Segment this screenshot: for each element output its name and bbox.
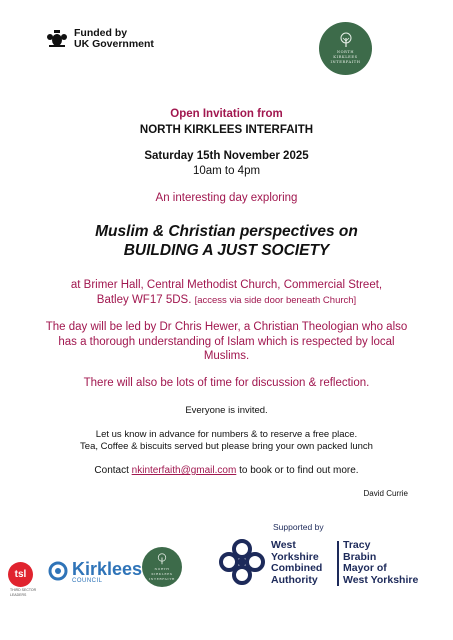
wyca-line-2: Yorkshire [271,550,319,563]
wyca-line-3: Combined [271,562,323,574]
contact-prefix: Contact [94,465,129,476]
venue-address: Batley WF17 5DS. [96,294,192,306]
event-time: 10am to 4pm [192,165,261,177]
refreshments-text: Tea, Coffee & biscuits served but please bring your own packed lunch [80,441,373,452]
signature: David Currie [363,489,408,498]
wyca-line-4: Authority [271,573,318,586]
wyca-logo [217,537,267,592]
mayor-line-2: Brabin [343,550,377,563]
discussion-text: There will also be lots of time for discussion & reflection. [83,377,370,389]
wyca-name [271,540,322,586]
led-by-paragraph: The day will be led by Dr Chris Hewer, a Christian Theologian who also has a thorough understanding of Islam which is respected by local Muslims. [45,321,408,362]
mayor-line-4: West Yorkshire [343,573,419,586]
mayor-name [343,540,418,586]
mayor-line-1: Tracy [343,539,371,551]
kirklees-swirl-icon [47,560,69,582]
kirklees-council-label: COUNCIL [72,578,103,584]
supported-by-label: Supported by [273,522,324,532]
north-kirklees-interfaith-logo [319,22,372,75]
tsl-logo: tsl [8,562,33,587]
contact-email-link[interactable]: nkinterfaith@gmail.com [131,465,237,476]
uk-government-logo [46,28,154,50]
uk-government-text: UK Government [74,38,154,50]
event-date: Saturday 15th November 2025 [144,150,309,162]
contact-suffix: to book or to find out more. [239,465,359,476]
mayor-line-3: Mayor of [343,562,387,574]
tsl-subtitle: THIRD SECTOR LEADERS [10,588,37,597]
nk-footer-badge-text: NORTH KIRKLEES INTERFAITH [148,566,176,581]
venue-line-1: at Brimer Hall, Central Methodist Church, Commercial Street, [70,279,383,291]
everyone-invited-text: Everyone is invited. [185,405,268,416]
venue-access-note: [access via side door beneath Church] [194,295,357,306]
intro-text: An interesting day exploring [155,192,298,204]
divider [337,541,339,586]
heading-line-1: Muslim & Christian perspectives on [95,223,358,240]
kirklees-council-logo [47,560,142,585]
wyca-line-1: West [271,539,296,551]
contact-line [0,465,453,476]
organisation-name: NORTH KIRKLEES INTERFAITH [139,124,314,136]
heading-line-2: BUILDING A JUST SOCIETY [123,242,330,259]
reserve-place-text: Let us know in advance for numbers & to reserve a free place. [95,429,358,440]
kirklees-word: Kirklees [72,559,143,579]
wyca-rose-icon [217,537,267,587]
royal-arms-icon [46,29,68,49]
funded-by-text: Funded by [74,27,128,39]
north-kirklees-interfaith-footer-logo [142,547,182,587]
venue-line-2 [0,294,453,306]
tree-icon [156,553,168,565]
open-invitation-text: Open Invitation from [170,108,283,120]
tree-icon [338,32,354,48]
nk-badge-text: NORTH KIRKLEES INTERFAITH [330,50,361,64]
